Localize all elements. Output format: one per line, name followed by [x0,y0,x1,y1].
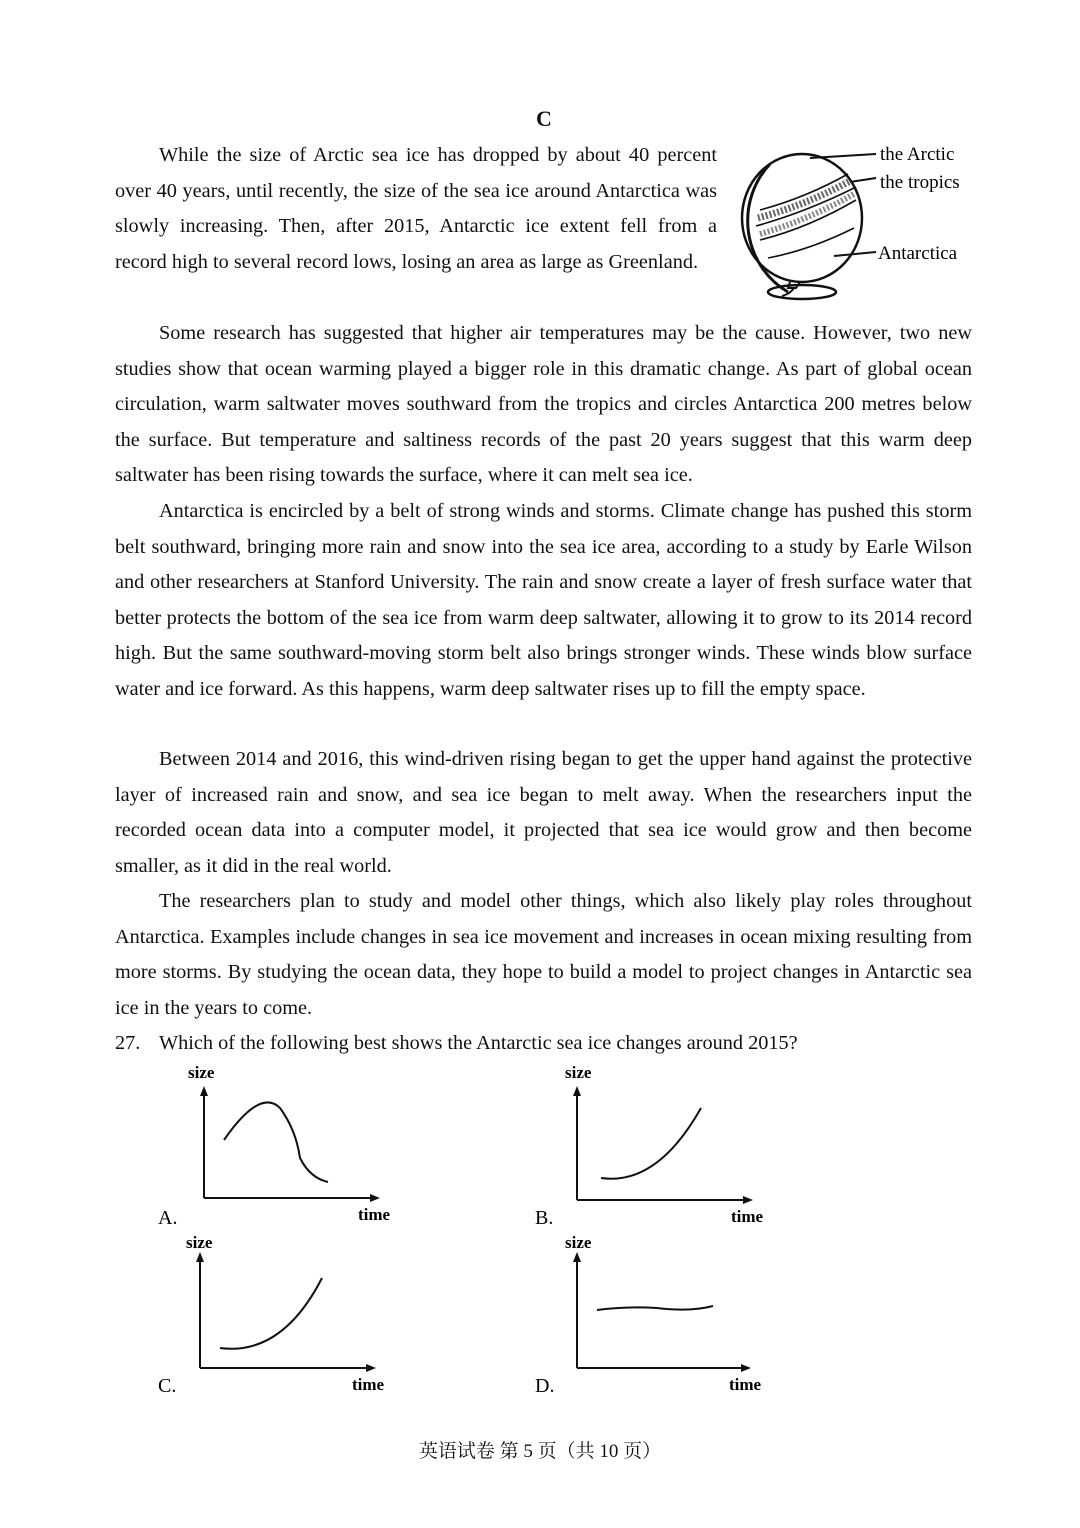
label-arctic: the Arctic [880,144,955,165]
section-heading: C [536,106,552,131]
paragraph-3: Antarctica is encircled by a belt of strong winds and storms. Climate change has pushed this storm belt southward, bringing more rain and snow into the sea ice area, according to a study by Earle Wilson and other researchers at Stanford University. The rain and snow create a layer of fresh surface water that better protects the bottom of the sea ice from warm deep saltwater, allowing it to grow to its 2014 record high. But the same southward-moving storm belt also brings stronger winds. These winds blow surface water and ice forward. As this happens, warm deep saltwater rises up to fill the empty space. [115,500,972,700]
page-footer: 英语试卷 第 5 页（共 10 页） [418,1441,662,1462]
option-a-graph[interactable] [150,1060,410,1230]
curve-rising [220,1278,322,1349]
antarctica-pointer [834,252,876,256]
paragraph-1: While the size of Arctic sea ice has dropped by about 40 percent over 40 years, until recently, the size of the sea ice around Antarctica was slowly increasing. Then, after 2015, Antarctic ice extent fell from a record high to several record lows, losing an area as large as Greenland. [115,144,717,273]
question-27 [115,1026,798,1061]
curve-rise-then-fall [224,1102,328,1182]
y-axis-label: size [565,1063,592,1082]
globe-meridian-ring [748,164,788,292]
label-tropics: the tropics [880,172,960,193]
y-axis-label: size [186,1233,213,1252]
tropics-band [758,181,850,218]
option-c-graph[interactable] [150,1230,410,1400]
option-letter: D. [535,1375,555,1397]
tropics-pointer [850,178,876,182]
x-axis-label: time [358,1205,391,1224]
paragraph-4: Between 2014 and 2016, this wind-driven rising began to get the upper hand against the protective layer of increased rain and snow, and sea ice began to melt away. When the researchers input the recorded ocean data into a computer model, it projected that sea ice would grow and then become smaller, as it did in the real world. [115,748,972,877]
option-letter: B. [535,1207,554,1229]
curve-flat [597,1306,713,1310]
label-antarctica: Antarctica [878,243,958,264]
x-axis-label: time [352,1375,385,1394]
y-axis-label: size [565,1233,592,1252]
question-text: Which of the following best shows the Antarctic sea ice changes around 2015? [159,1032,798,1054]
curve-rising [601,1108,701,1179]
x-axis-label: time [729,1375,762,1394]
paragraph-2: Some research has suggested that higher air temperatures may be the cause. However, two new studies show that ocean warming played a bigger role in this dramatic change. As part of global ocean circulation, warm saltwater moves southward from the tropics and circles Antarctica 200 metres below the surface. But temperature and saltiness records of the past 20 years suggest that this warm deep saltwater has been rising towards the surface, where it can melt sea ice. [115,322,972,486]
globe-stand-base [768,285,836,299]
option-letter: A. [158,1207,178,1229]
option-letter: C. [158,1375,177,1397]
question-number: 27. [115,1032,141,1054]
option-d-graph[interactable] [527,1230,787,1400]
x-axis-label: time [731,1207,764,1226]
paragraph-5: The researchers plan to study and model other things, which also likely play roles throughout Antarctica. Examples include changes in sea ice movement and increases in ocean mixing resulting from more storms. By studying the ocean data, they hope to build a model to project changes in Antarctic sea ice in the years to come. [115,890,972,1019]
globe-illustration [730,138,980,308]
y-axis-label: size [188,1063,215,1082]
option-b-graph[interactable] [527,1060,787,1230]
